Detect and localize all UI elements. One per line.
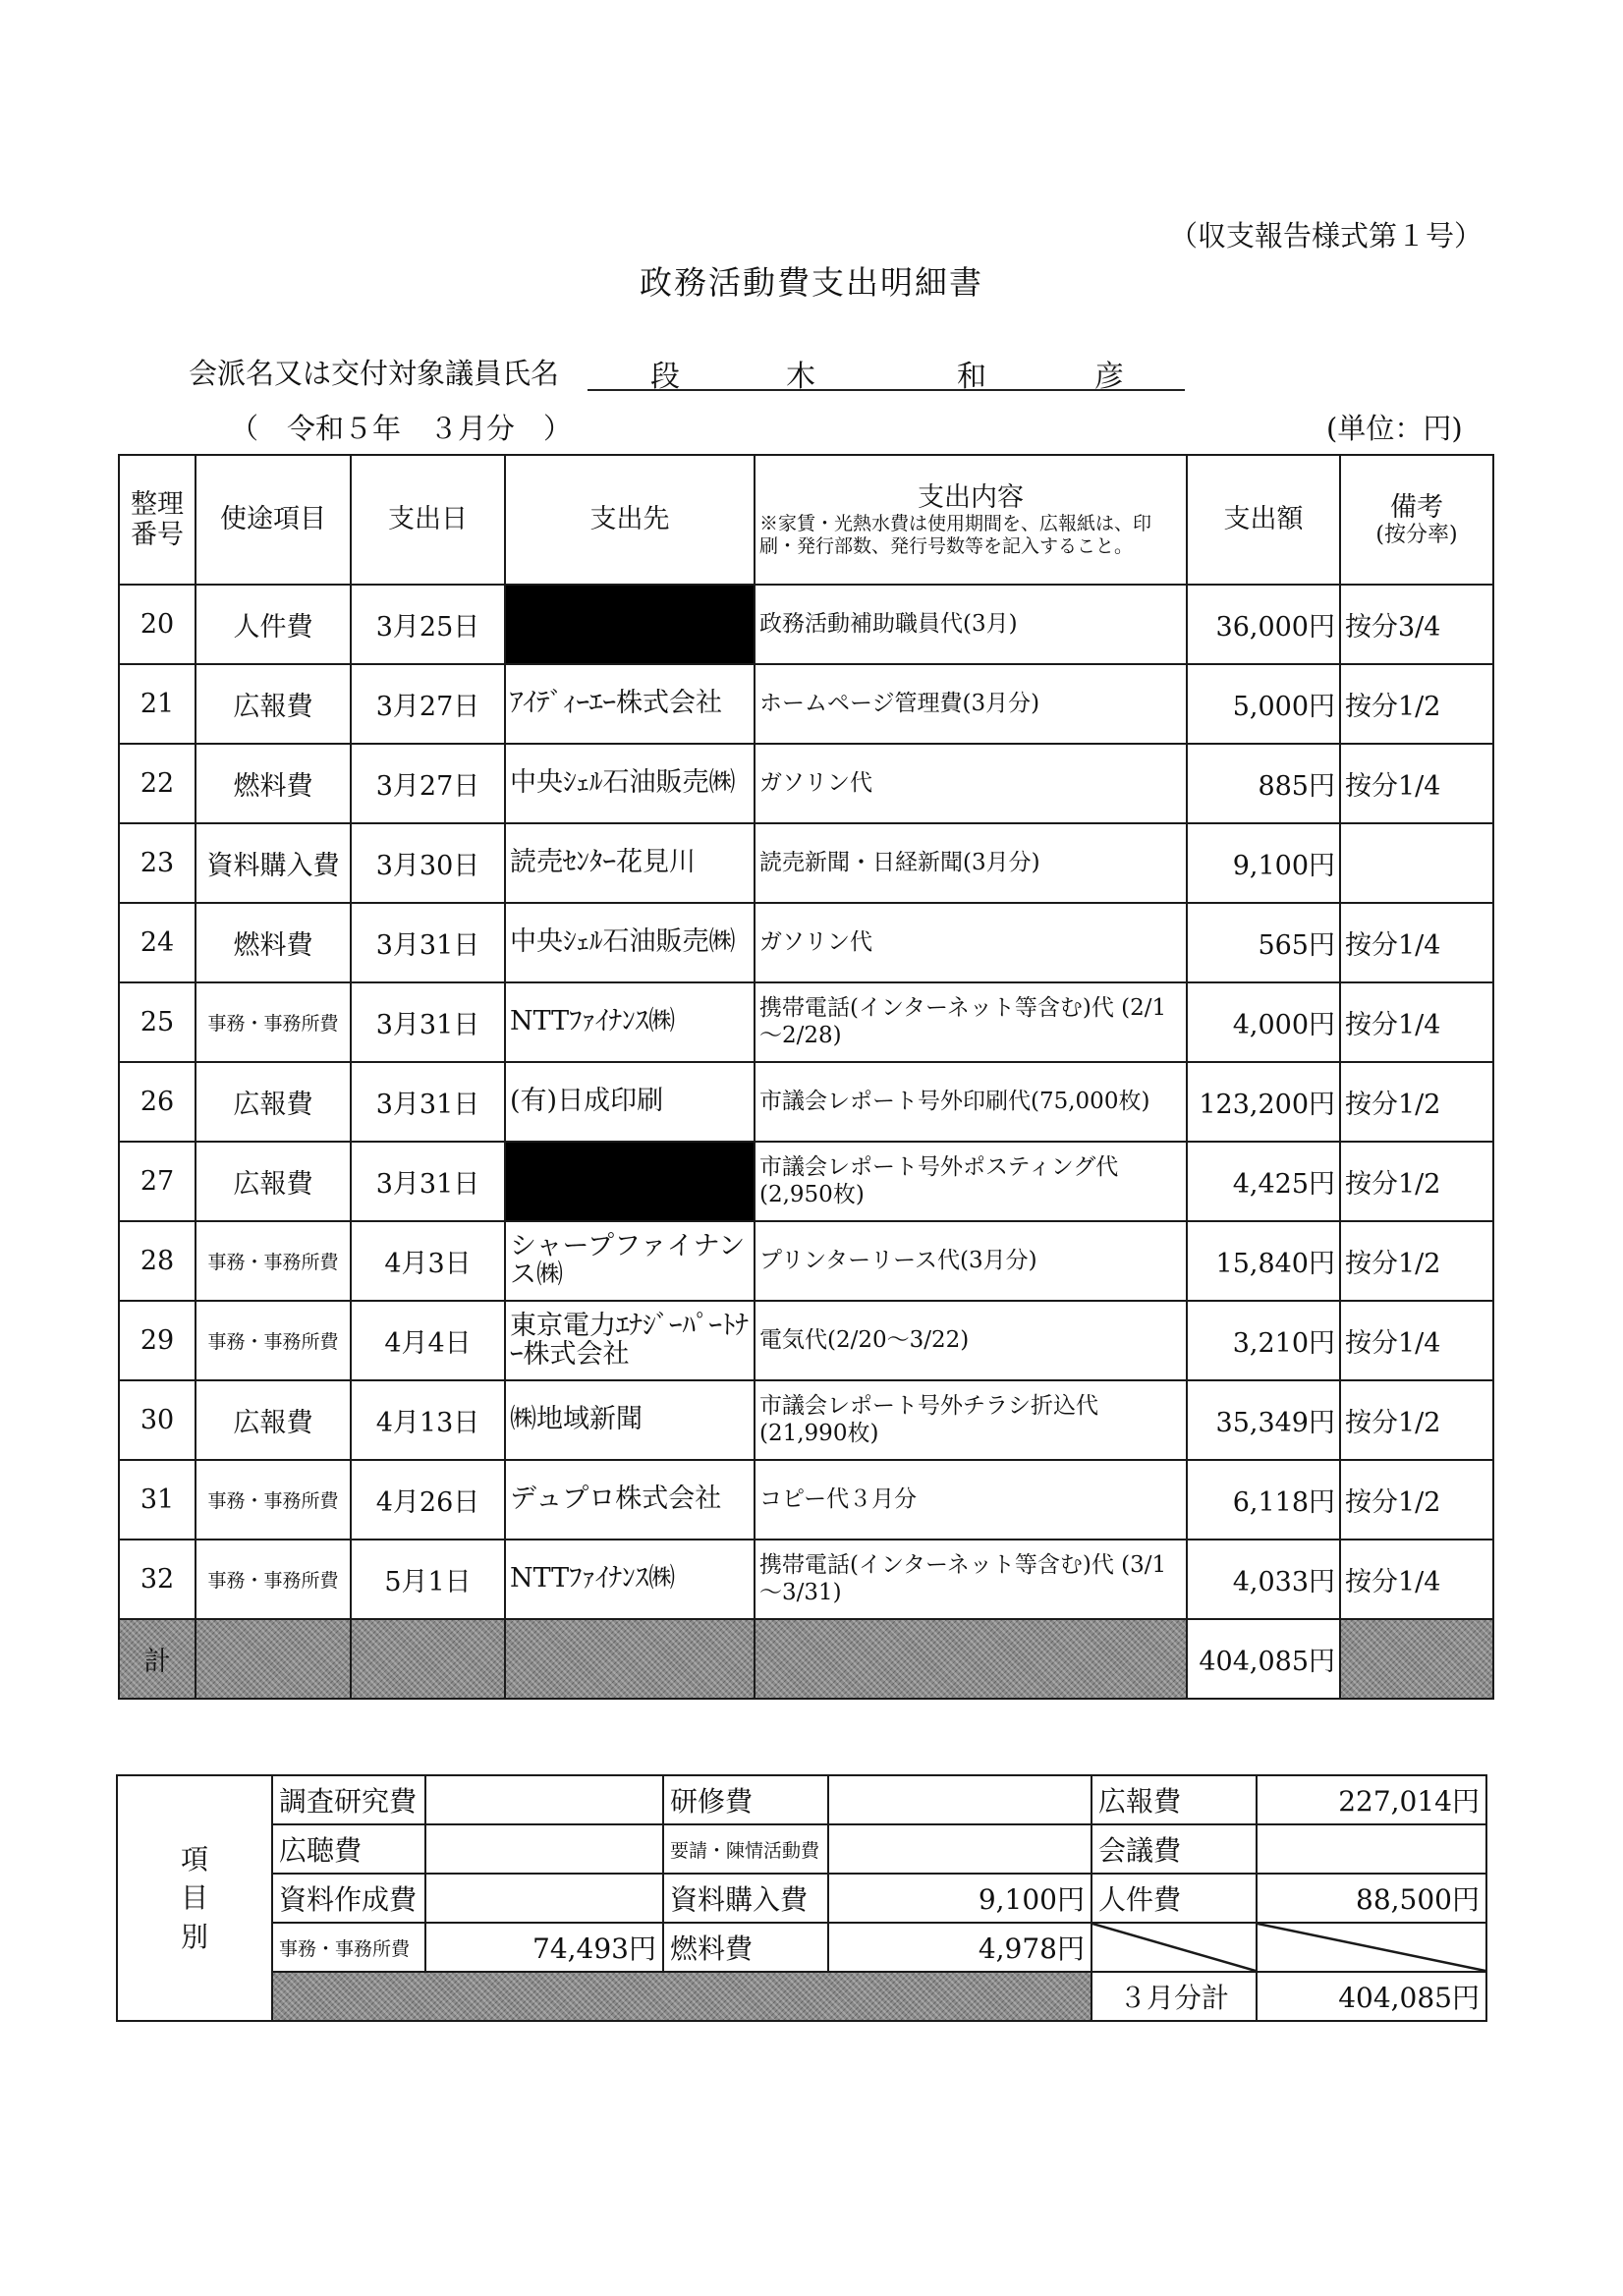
row-payee: NTTﾌｧｲﾅﾝｽ㈱ <box>505 982 755 1062</box>
row-date: 3月31日 <box>351 1062 505 1142</box>
summary-docs-making-amount <box>425 1874 663 1923</box>
total-amount: 404,085円 <box>1187 1619 1340 1699</box>
summary-docs-purchase-label: 資料購入費 <box>663 1874 828 1923</box>
row-date: 3月31日 <box>351 1142 505 1221</box>
row-category: 事務・事務所費 <box>196 1301 351 1380</box>
row-content: 市議会レポート号外印刷代(75,000枚) <box>755 1062 1187 1142</box>
col-header-remark-title: 備考 <box>1390 491 1443 523</box>
form-number: （収支報告様式第１号） <box>1169 219 1483 252</box>
col-header-remark-sub: (按分率) <box>1375 522 1458 547</box>
row-no: 20 <box>119 585 196 664</box>
row-payee: (有)日成印刷 <box>505 1062 755 1142</box>
row-payee: 中央ｼｪﾙ石油販売㈱ <box>505 903 755 982</box>
table-row <box>119 664 1493 744</box>
row-content: コピー代３月分 <box>755 1460 1187 1540</box>
row-amount: 35,349円 <box>1187 1380 1340 1460</box>
col-header-no-line1: 整理 <box>131 488 184 520</box>
row-remark: 按分1/2 <box>1340 1142 1493 1221</box>
row-amount: 5,000円 <box>1187 664 1340 744</box>
table-row <box>119 1062 1493 1142</box>
row-payee: シャープファイナンス㈱ <box>505 1221 755 1301</box>
summary-docs-purchase-amount: 9,100円 <box>828 1874 1091 1923</box>
member-name-char: 和 <box>957 360 986 394</box>
row-amount: 565円 <box>1187 903 1340 982</box>
row-remark: 按分1/2 <box>1340 664 1493 744</box>
table-row <box>119 585 1493 664</box>
row-amount: 4,425円 <box>1187 1142 1340 1221</box>
member-name-char: 彦 <box>1094 360 1124 394</box>
table-header-row <box>119 455 1493 585</box>
summary-diagonal-cell <box>1257 1923 1486 1972</box>
summary-meeting-amount <box>1257 1824 1486 1874</box>
row-payee: 東京電力ｴﾅｼﾞｰﾊﾟｰﾄﾅｰ株式会社 <box>505 1301 755 1380</box>
row-category: 広報費 <box>196 664 351 744</box>
summary-meeting-label: 会議費 <box>1091 1824 1257 1874</box>
row-category: 広報費 <box>196 1142 351 1221</box>
summary-research-amount <box>425 1775 663 1824</box>
row-remark: 按分1/4 <box>1340 982 1493 1062</box>
document-title: 政務活動費支出明細書 <box>640 263 983 302</box>
summary-petition-label: 要請・陳情活動費 <box>663 1824 828 1874</box>
table-row <box>119 1380 1493 1460</box>
total-shaded-cell <box>1340 1619 1493 1699</box>
summary-pr-amount: 227,014円 <box>1257 1775 1486 1824</box>
summary-office-label: 事務・事務所費 <box>272 1923 425 1972</box>
row-payee-redacted <box>505 1142 755 1221</box>
col-header-content-note: ※家賃・光熱水費は使用期間を、広報紙は、印刷・発行部数、発行号数等を記入すること。 <box>759 512 1152 557</box>
row-no: 21 <box>119 664 196 744</box>
row-remark <box>1340 823 1493 903</box>
summary-hearing-amount <box>425 1824 663 1874</box>
summary-month-total: 404,085円 <box>1257 1972 1486 2021</box>
row-payee: NTTﾌｧｲﾅﾝｽ㈱ <box>505 1540 755 1619</box>
row-category: 広報費 <box>196 1062 351 1142</box>
table-row <box>119 1540 1493 1619</box>
row-remark: 按分1/2 <box>1340 1221 1493 1301</box>
row-amount: 885円 <box>1187 744 1340 823</box>
total-label: 計 <box>119 1619 196 1699</box>
summary-personnel-amount: 88,500円 <box>1257 1874 1486 1923</box>
col-header-no <box>119 455 196 585</box>
row-amount: 15,840円 <box>1187 1221 1340 1301</box>
row-amount: 6,118円 <box>1187 1460 1340 1540</box>
summary-petition-amount <box>828 1824 1091 1874</box>
expense-table <box>118 454 1494 1700</box>
row-category: 広報費 <box>196 1380 351 1460</box>
summary-label-char: 目 <box>180 1881 208 1915</box>
row-amount: 9,100円 <box>1187 823 1340 903</box>
total-shaded-cell <box>505 1619 755 1699</box>
row-remark: 按分1/2 <box>1340 1460 1493 1540</box>
member-name-char: 木 <box>786 360 815 394</box>
summary-hearing-label: 広聴費 <box>272 1824 425 1874</box>
summary-fuel-label: 燃料費 <box>663 1923 828 1972</box>
member-label: 会派名又は交付対象議員氏名 <box>189 357 560 390</box>
summary-table <box>116 1774 1487 2022</box>
summary-training-amount <box>828 1775 1091 1824</box>
row-category: 資料購入費 <box>196 823 351 903</box>
row-date: 3月27日 <box>351 744 505 823</box>
row-category: 事務・事務所費 <box>196 1221 351 1301</box>
row-date: 3月25日 <box>351 585 505 664</box>
row-no: 23 <box>119 823 196 903</box>
summary-pr-label: 広報費 <box>1091 1775 1257 1824</box>
row-no: 31 <box>119 1460 196 1540</box>
row-payee: デュプロ株式会社 <box>505 1460 755 1540</box>
row-date: 3月27日 <box>351 664 505 744</box>
summary-docs-making-label: 資料作成費 <box>272 1874 425 1923</box>
row-no: 25 <box>119 982 196 1062</box>
summary-fuel-amount: 4,978円 <box>828 1923 1091 1972</box>
member-name-char: 段 <box>650 360 680 394</box>
row-date: 4月4日 <box>351 1301 505 1380</box>
row-remark: 按分3/4 <box>1340 585 1493 664</box>
row-payee-redacted <box>505 585 755 664</box>
col-header-category: 使途項目 <box>196 455 351 585</box>
row-content: 市議会レポート号外チラシ折込代(21,990枚) <box>755 1380 1187 1460</box>
col-header-content-title: 支出内容 <box>918 481 1024 513</box>
summary-label-char: 別 <box>180 1920 208 1953</box>
row-content: 政務活動補助職員代(3月) <box>755 585 1187 664</box>
row-category: 事務・事務所費 <box>196 1460 351 1540</box>
summary-research-label: 調査研究費 <box>272 1775 425 1824</box>
row-content: ホームページ管理費(3月分) <box>755 664 1187 744</box>
row-amount: 3,210円 <box>1187 1301 1340 1380</box>
row-no: 30 <box>119 1380 196 1460</box>
summary-category-label <box>117 1775 272 2021</box>
col-header-amount: 支出額 <box>1187 455 1340 585</box>
row-date: 5月1日 <box>351 1540 505 1619</box>
row-no: 24 <box>119 903 196 982</box>
summary-training-label: 研修費 <box>663 1775 828 1824</box>
row-payee: 中央ｼｪﾙ石油販売㈱ <box>505 744 755 823</box>
row-no: 27 <box>119 1142 196 1221</box>
table-row <box>119 1142 1493 1221</box>
row-date: 4月13日 <box>351 1380 505 1460</box>
row-remark: 按分1/2 <box>1340 1380 1493 1460</box>
row-payee: ㈱地域新聞 <box>505 1380 755 1460</box>
summary-diagonal-cell <box>1091 1923 1257 1972</box>
row-no: 28 <box>119 1221 196 1301</box>
row-date: 3月30日 <box>351 823 505 903</box>
table-row <box>119 823 1493 903</box>
summary-office-amount: 74,493円 <box>425 1923 663 1972</box>
row-remark: 按分1/4 <box>1340 1540 1493 1619</box>
row-content: ガソリン代 <box>755 744 1187 823</box>
table-row <box>119 744 1493 823</box>
row-remark: 按分1/4 <box>1340 903 1493 982</box>
row-no: 32 <box>119 1540 196 1619</box>
row-content: ガソリン代 <box>755 903 1187 982</box>
row-remark: 按分1/4 <box>1340 744 1493 823</box>
summary-shaded-cell <box>272 1972 1091 2021</box>
row-amount: 36,000円 <box>1187 585 1340 664</box>
table-row <box>119 1221 1493 1301</box>
row-amount: 123,200円 <box>1187 1062 1340 1142</box>
col-header-remark <box>1340 455 1493 585</box>
col-header-date: 支出日 <box>351 455 505 585</box>
table-row <box>119 1460 1493 1540</box>
row-content: プリンターリース代(3月分) <box>755 1221 1187 1301</box>
row-no: 29 <box>119 1301 196 1380</box>
row-remark: 按分1/4 <box>1340 1301 1493 1380</box>
row-content: 携帯電話(インターネット等含む)代 (2/1～2/28) <box>755 982 1187 1062</box>
summary-personnel-label: 人件費 <box>1091 1874 1257 1923</box>
row-remark: 按分1/2 <box>1340 1062 1493 1142</box>
row-category: 事務・事務所費 <box>196 982 351 1062</box>
summary-month-total-label: ３月分計 <box>1091 1972 1257 2021</box>
row-category: 燃料費 <box>196 744 351 823</box>
row-date: 4月26日 <box>351 1460 505 1540</box>
table-row <box>119 982 1493 1062</box>
row-amount: 4,033円 <box>1187 1540 1340 1619</box>
row-payee: 読売ｾﾝﾀｰ花見川 <box>505 823 755 903</box>
total-shaded-cell <box>755 1619 1187 1699</box>
row-date: 3月31日 <box>351 982 505 1062</box>
row-content: 読売新聞・日経新聞(3月分) <box>755 823 1187 903</box>
total-shaded-cell <box>196 1619 351 1699</box>
row-payee: ｱｲﾃﾞｨｰｴｰ株式会社 <box>505 664 755 744</box>
col-header-content <box>755 455 1187 585</box>
total-row <box>119 1619 1493 1699</box>
row-content: 携帯電話(インターネット等含む)代 (3/1～3/31) <box>755 1540 1187 1619</box>
table-row <box>119 1301 1493 1380</box>
row-date: 4月3日 <box>351 1221 505 1301</box>
row-category: 事務・事務所費 <box>196 1540 351 1619</box>
unit-label: (単位：円) <box>1326 412 1463 445</box>
total-shaded-cell <box>351 1619 505 1699</box>
col-header-no-line2: 番号 <box>131 520 184 550</box>
row-no: 22 <box>119 744 196 823</box>
period: （ 令和５年 ３月分 ） <box>230 412 573 445</box>
col-header-payee: 支出先 <box>505 455 755 585</box>
table-row <box>119 903 1493 982</box>
row-no: 26 <box>119 1062 196 1142</box>
row-content: 電気代(2/20～3/22) <box>755 1301 1187 1380</box>
row-content: 市議会レポート号外ポスティング代(2,950枚) <box>755 1142 1187 1221</box>
row-category: 燃料費 <box>196 903 351 982</box>
table-body <box>119 585 1493 1619</box>
row-amount: 4,000円 <box>1187 982 1340 1062</box>
row-date: 3月31日 <box>351 903 505 982</box>
summary-label-char: 項 <box>180 1843 208 1876</box>
row-category: 人件費 <box>196 585 351 664</box>
